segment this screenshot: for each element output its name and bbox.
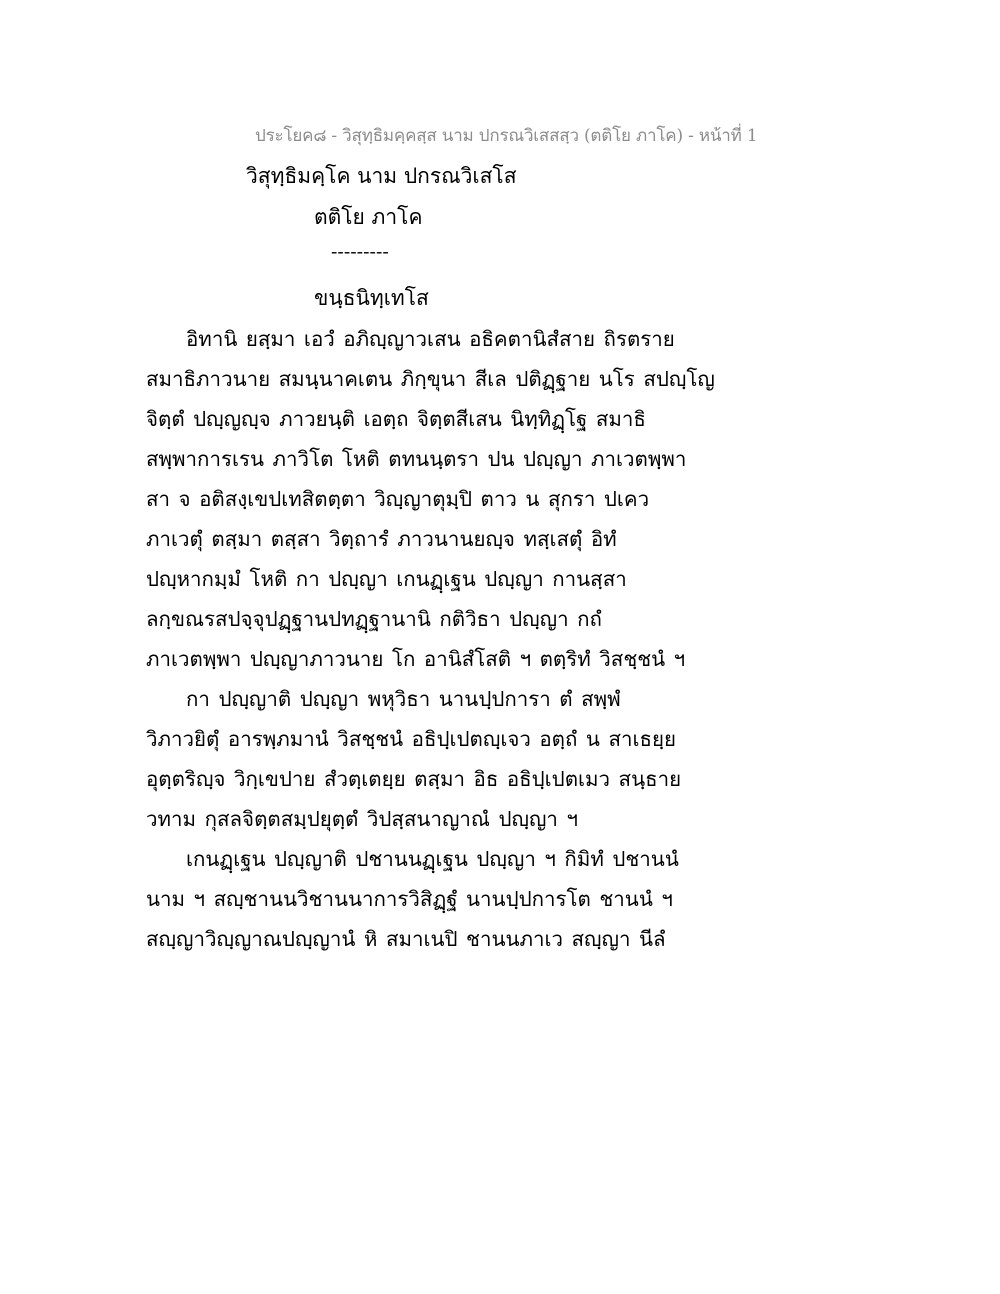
running-header: ประโยค๘ - วิสุทฺธิมคฺคสฺส นาม ปกรณวิเสสสฺว (ตติโย ภาโค) - หน้าที่ 1 xyxy=(255,126,758,146)
body-text xyxy=(146,319,846,959)
body-line: ภาเวตุํ ตสฺมา ตสฺสา วิตฺถารํ ภาวนานยญฺจ ทสฺเสตุํ อิทํ xyxy=(146,527,617,551)
body-line: จิตฺตํ ปญฺญญฺจ ภาวยนฺติ เอตฺถ จิตฺตสีเสน นิทฺทิฏฺโฐ สมาธิ xyxy=(146,407,646,431)
body-line: สมาธิภาวนาย สมนฺนาคเตน ภิกฺขุนา สีเล ปติฏฺฐาย นโร สปญฺโญ xyxy=(146,367,715,391)
body-line: นาม ฯ สญฺชานนวิชานนาการวิสิฏฺฐํ นานปฺปการโต ชานนํ ฯ xyxy=(146,887,673,911)
body-line: วิภาวยิตุํ อารพฺภมานํ วิสชฺชนํ อธิปฺเปตญฺเจว อตฺถํ น สาเธยฺย xyxy=(146,727,677,751)
document-subtitle: ตติโย ภาโค xyxy=(314,205,423,229)
body-line: วทาม กุสลจิตฺตสมฺปยุตฺตํ วิปสฺสนาญาณํ ปญฺญา ฯ xyxy=(146,807,578,831)
document-title: วิสุทฺธิมคฺโค นาม ปกรณวิเสโส xyxy=(246,164,517,188)
body-line: อิทานิ ยสฺมา เอวํ อภิญฺญาวเสน อธิคตานิสํสาย ถิรตราย xyxy=(186,327,675,351)
body-line: สา จ อติสงฺเขปเทสิตตฺตา วิญฺญาตุมฺปิ ตาว น สุกรา ปเคว xyxy=(146,487,650,511)
body-line: อุตฺตริญฺจ วิกฺเขปาย สํวตฺเตยฺย ตสฺมา อิธ อธิปฺเปตเมว สนฺธาย xyxy=(146,767,682,791)
body-line: ปญฺหากมฺมํ โหติ กา ปญฺญา เกนฏฺเฐน ปญฺญา กานสฺสา xyxy=(146,567,627,591)
body-line: สพฺพาการเรน ภาวิโต โหติ ตทนนฺตรา ปน ปญฺญา ภาเวตพฺพา xyxy=(146,447,687,471)
separator-line: --------- xyxy=(331,241,389,263)
body-line: ภาเวตพฺพา ปญฺญาภาวนาย โก อานิสํโสติ ฯ ตตฺริทํ วิสชฺชนํ ฯ xyxy=(146,647,686,671)
section-heading: ขนฺธนิทฺเทโส xyxy=(314,286,429,310)
body-line: สญฺญาวิญฺญาณปญฺญานํ หิ สมาเนปิ ชานนภาเว สญฺญา นีลํ xyxy=(146,927,666,951)
body-line: เกนฏฺเฐน ปญฺญาติ ปชานนฏฺเฐน ปญฺญา ฯ กิมิทํ ปชานนํ xyxy=(186,847,679,871)
body-line: ลกฺขณรสปจฺจุปฏฺฐานปทฏฺฐานานิ กติวิธา ปญฺญา กถํ xyxy=(146,607,602,631)
body-line: กา ปญฺญาติ ปญฺญา พหุวิธา นานปฺปการา ตํ สพฺพํ xyxy=(186,687,621,711)
